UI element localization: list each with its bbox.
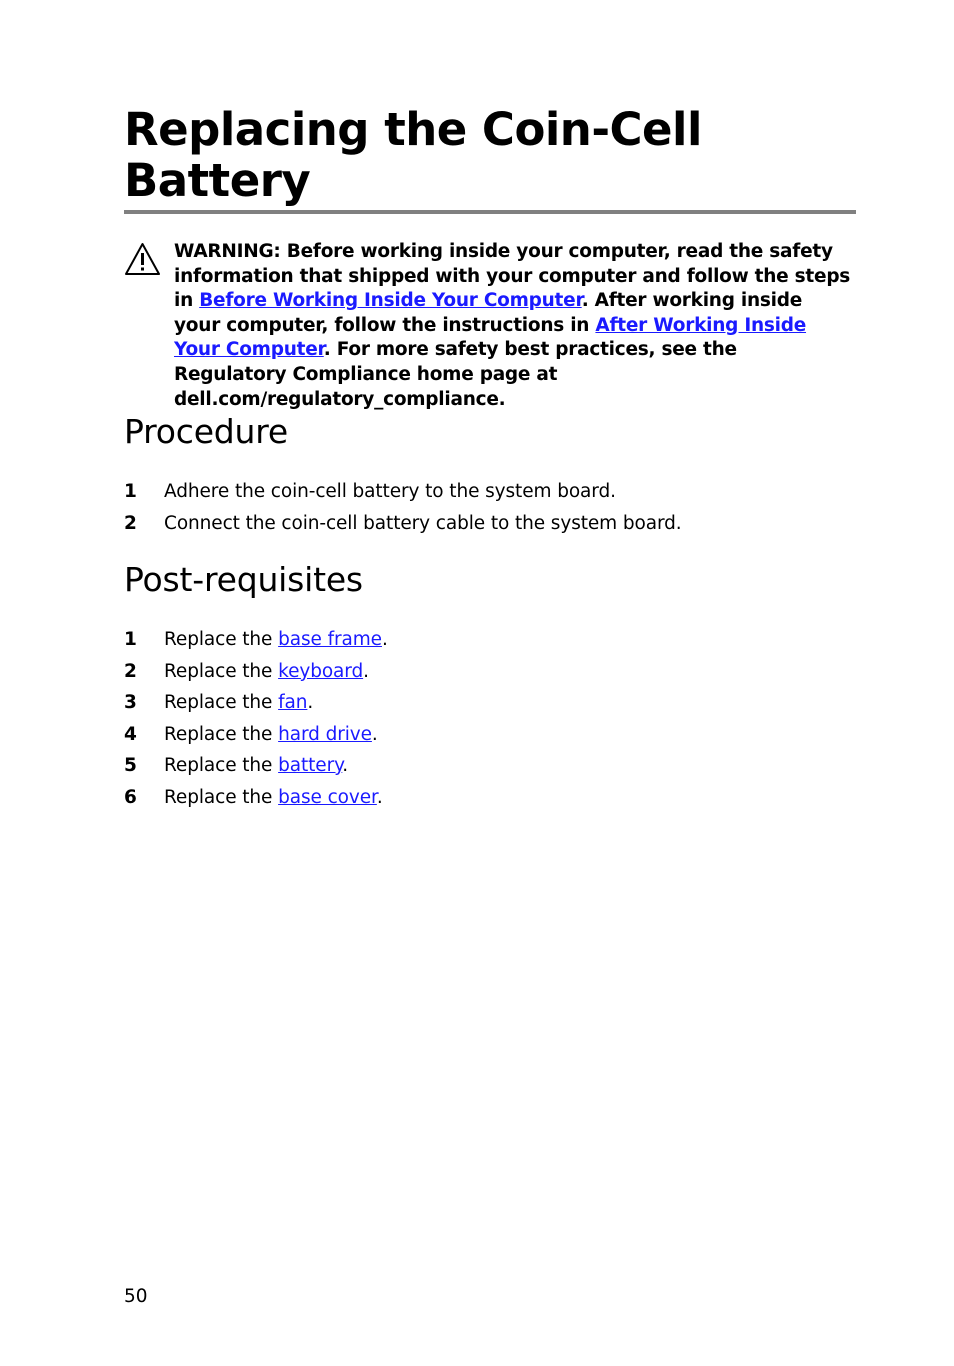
- warning-text-part-2: . After working inside your computer, follow the instructions in: [174, 290, 803, 336]
- post-requisite-step: [124, 719, 856, 751]
- warning-text-part-3: . For more safety best practices, see the Regulatory Compliance home page at dell.com/regulatory_compliance.: [174, 339, 737, 410]
- step-number: 3: [124, 692, 137, 713]
- step-suffix: .: [381, 629, 388, 650]
- page-title: Replacing the Coin-Cell Battery: [124, 103, 702, 207]
- title-underline-rule: [124, 210, 856, 214]
- step-number: 6: [124, 786, 137, 808]
- page-number: 50: [124, 1286, 148, 1307]
- step-text: Connect the coin-cell battery cable to the system board.: [164, 512, 682, 534]
- step-number: 1: [124, 629, 137, 650]
- step-text: Adhere the coin-cell battery to the system board.: [164, 481, 616, 502]
- post-requisite-step: [124, 750, 856, 782]
- fan-link[interactable]: fan: [278, 692, 308, 713]
- step-number: 2: [124, 512, 137, 534]
- step-suffix: .: [363, 660, 369, 682]
- hard-drive-link[interactable]: hard drive: [278, 723, 372, 745]
- step-text: [164, 687, 313, 719]
- post-requisite-step: [124, 782, 856, 814]
- post-requisite-step: [124, 687, 856, 719]
- warning-text: [174, 240, 854, 412]
- procedure-step: [124, 508, 856, 540]
- step-prefix: Replace the: [164, 755, 279, 776]
- step-text: [164, 656, 369, 688]
- step-number: 5: [124, 755, 137, 776]
- warning-text-part-1: WARNING: Before working inside your computer, read the safety information that shipped with your computer and follow the steps in: [174, 241, 851, 312]
- step-suffix: .: [307, 692, 314, 713]
- keyboard-link[interactable]: keyboard: [278, 660, 364, 682]
- step-suffix: .: [376, 786, 383, 808]
- step-text: [164, 719, 378, 751]
- step-prefix: Replace the: [164, 786, 279, 808]
- procedure-step: [124, 476, 856, 508]
- step-prefix: Replace the: [164, 629, 279, 650]
- base-cover-link[interactable]: base cover: [278, 786, 377, 808]
- step-text: [164, 624, 388, 656]
- step-text: [164, 782, 383, 814]
- step-prefix: Replace the: [164, 660, 279, 682]
- base-frame-link[interactable]: base frame: [278, 629, 382, 650]
- step-text: [164, 750, 348, 782]
- post-requisites-heading: Post-requisites: [124, 560, 363, 599]
- step-number: 1: [124, 481, 137, 502]
- post-requisite-step: [124, 656, 856, 688]
- post-requisites-list: [124, 624, 856, 813]
- post-requisite-step: [124, 624, 856, 656]
- step-number: 4: [124, 723, 137, 745]
- procedure-list: [124, 476, 856, 539]
- before-working-inside-link[interactable]: Before Working Inside Your Computer: [199, 290, 582, 312]
- step-number: 2: [124, 660, 137, 682]
- procedure-heading: Procedure: [124, 412, 289, 451]
- step-prefix: Replace the: [164, 692, 279, 713]
- step-suffix: .: [342, 755, 349, 776]
- step-suffix: .: [371, 723, 378, 745]
- after-working-inside-link[interactable]: After Working Inside Your Computer: [174, 314, 807, 361]
- battery-link[interactable]: battery: [278, 755, 343, 776]
- warning-triangle-icon: [124, 242, 161, 276]
- step-prefix: Replace the: [164, 723, 279, 745]
